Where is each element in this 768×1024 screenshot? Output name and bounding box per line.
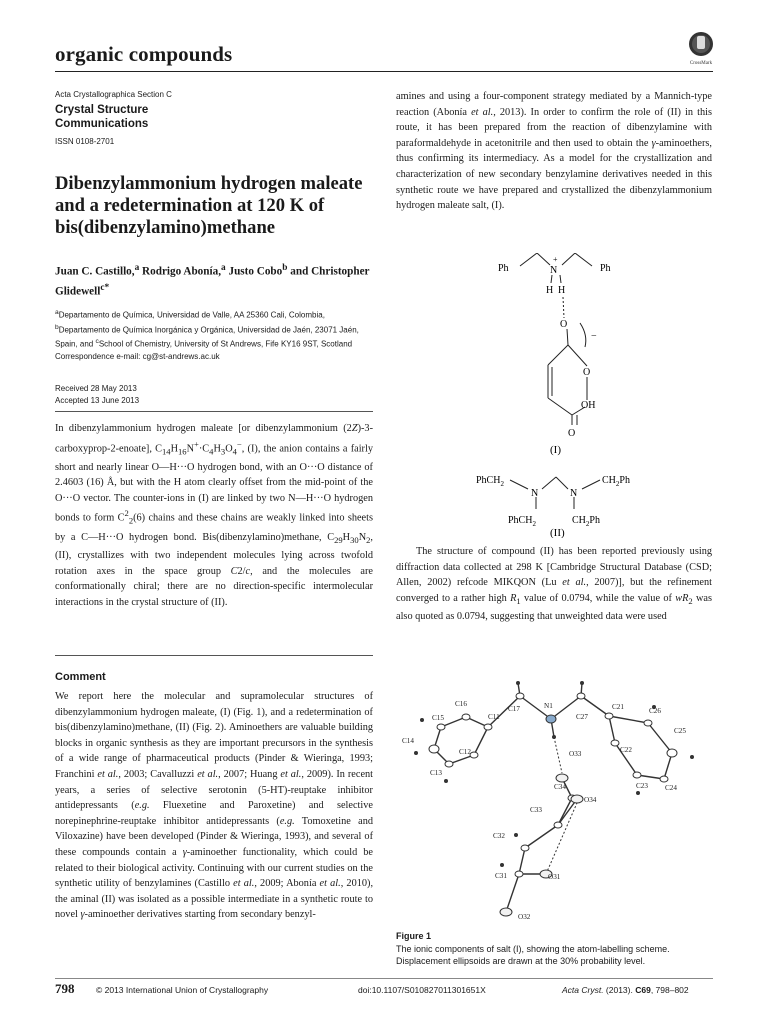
right-column-text: amines and using a four-component strategy mediated by a Mannich-type reaction (Abonía et al., 2013). In order to confirm the role of (II) in this route, it has been prepared from the reaction of dibenzylamine with paraformaldehyde in acetonitrile and then used to obtain the γ-aminoethers, thus confirming its intermediacy. As a model for the crystallization and characterization of new secondary benzylamine derivatives needed in this synthetic route we have prepared and crystallized the dibenzylammonium hydrogen maleate salt, (I). — [396, 91, 712, 212]
atom-label: C23 — [636, 782, 648, 790]
scheme-ph-left: Ph — [498, 263, 509, 274]
scheme-oh: OH — [581, 400, 596, 411]
scheme-n-right: N — [570, 488, 578, 499]
atom-label: C16 — [455, 700, 467, 708]
affiliation: Departamento de Química, Universidad de Valle, AA 25360 Cali, Colombia, — [58, 310, 325, 320]
figure-caption: The ionic components of salt (I), showing the atom-labelling scheme. Displacement ellipsoids are drawn at the 30% probability level. — [396, 944, 670, 966]
author-name[interactable]: Rodrigo Abonía, — [139, 265, 221, 278]
scheme-label-2: (II) — [550, 527, 565, 538]
article-title: Dibenzylammonium hydrogen maleate and a redetermination at 120 K of bis(dibenzylamino)methane — [55, 173, 363, 238]
journal-name: Acta Crystallographica Section C — [55, 90, 172, 99]
scheme-o3: O — [568, 428, 576, 439]
scheme-minus: − — [591, 331, 597, 342]
figure-1-ortep — [396, 675, 712, 925]
correspondence[interactable]: Correspondence e-mail: cg@st-andrews.ac.uk — [55, 351, 220, 361]
scheme-n: N — [550, 265, 558, 276]
abstract-rule-top — [55, 411, 373, 412]
issn: ISSN 0108-2701 — [55, 137, 115, 146]
atom-label: C22 — [620, 746, 632, 754]
scheme-ch2ph-bottom: $CH_2Ph$ — [572, 515, 600, 528]
header-rule — [55, 71, 713, 72]
atom-label: C34 — [554, 783, 566, 791]
author-name[interactable]: Justo Cobo — [225, 265, 283, 278]
scheme-o1: O — [560, 319, 568, 330]
scheme-o2: O — [583, 367, 591, 378]
affil-sup: b — [55, 323, 59, 331]
copyright: © 2013 International Union of Crystallography — [96, 985, 269, 995]
scheme-n-left: N — [531, 488, 539, 499]
atom-label: O31 — [548, 873, 561, 881]
doi-link[interactable]: doi:10.1107/S010827011301651X — [358, 985, 486, 995]
abstract: In dibenzylammonium hydrogen maleate [or dibenzylammonium (2Z)-3-carboxyprop-2-enoate], $C_{14}H_{16}N^+\cdot C_4H_3O_4^-$, (I), the anion contains a fairly short and nearly linear O—H···O hydrogen bond, with an O···O distance of 2.4603 (16) Å, but with the H atom clearly offset from the mid-point of the O···O vector. The counter-ions in (I) are linked by two N—H···O hydrogen bonds to form $C^2_2(6)$ chains and these chains are weakly linked into sheets by a C—H···O hydrogen bond. Bis(dibenzylamino)methane, $C_{29}H_{30}N_2$, (II), crystallizes with two independent molecules lying across twofold rotation axes in the space group C2/c, and the molecules are conformationally chiral; there are no direction-specific intermolecular interactions in the crystal structure of (II). — [55, 423, 373, 608]
dates — [55, 383, 375, 407]
page-number: 798 — [55, 981, 75, 996]
atom-label: C25 — [674, 727, 686, 735]
author-sup: c* — [100, 282, 110, 293]
citation: Acta Cryst. (2013). C69, 798–802 — [562, 985, 689, 995]
figure-heading: Figure 1 — [396, 931, 432, 941]
atom-label: C12 — [459, 748, 471, 756]
atom-label: O34 — [584, 796, 597, 804]
comment-heading: Comment — [55, 671, 106, 683]
journal-section: Crystal Structure Communications — [55, 104, 149, 130]
affiliations — [55, 307, 375, 363]
atom-label: C13 — [430, 769, 442, 777]
atom-label: C27 — [576, 713, 588, 721]
crossmark-icon[interactable] — [686, 31, 716, 67]
author-name[interactable]: and Christopher Glidewell — [55, 265, 370, 298]
atom-label: C17 — [508, 705, 520, 713]
author-sup: a — [134, 263, 140, 273]
affiliation: School of Chemistry, University of St Andrews, Fife KY16 9ST, Scotland — [98, 339, 353, 349]
atom-label: C24 — [665, 784, 677, 792]
affil-sup: a — [55, 309, 59, 316]
accepted-date: Accepted 13 June 2013 — [55, 396, 140, 405]
chemical-scheme — [440, 253, 680, 538]
comment-text: We report here the molecular and supramolecular structures of dibenzylammonium hydrogen maleate, (I) (Fig. 1), and a redetermination of bis(dibenzylamino)methane, (II) (Fig. 2). Aminoethers are valuable building blocks in organic synthesis as they are important precursors in the synthesis of a wide range of pharmaceutical products (Pinder & Wieringa, 1993; Franchini et al., 2003; Cavalluzzi et al., 2007; Huang et al., 2009). In recent years, a series of selective serotonin (5-HT)-reuptake inhibitor antidepressants (e.g. Fluexetine and Paroxetine) and selective norepinephrine-reuptake inhibitor antidepressants (e.g. Tomoxetine and Viloxazine) have been developed (Pinder & Wieringa, 1993), and several of these compounds contain a γ-aminoether functionality, which could be related to their biological activity. Continuing with our current studies on the synthetic utility of benzylamines (Castillo et al., 2009; Abonía et al., 2010), the aminal (II) was isolated as a possible intermediate in a synthetic route to novel γ-aminoether derivatives starting from secondary benzyl- — [55, 691, 374, 921]
scheme-phch2-bottom: PhCH$_2$ — [508, 515, 536, 528]
received-date: Received 28 May 2013 — [55, 384, 137, 393]
author-list — [55, 260, 375, 299]
atom-label: C21 — [612, 703, 624, 711]
atom-label: C32 — [493, 832, 505, 840]
atom-label: O32 — [518, 913, 531, 921]
atom-label: C31 — [495, 872, 507, 880]
atom-label: O33 — [569, 750, 582, 758]
right-column-text-2: The structure of compound (II) has been reported previously using diffraction data collected at 298 K [Cambridge Structural Database (CSD; Allen, 2002) refcode MIKQON (Lu et al., 2007)], but the refinement converged to a rather high $R_1$ value of 0.0794, while the value of $wR_2$ was also quoted as 0.0794, suggesting that unweighted data were used — [396, 546, 712, 623]
author-sup: a — [221, 263, 226, 273]
scheme-plus: + — [553, 255, 558, 264]
scheme-h1: H — [546, 285, 554, 296]
atom-label: C11 — [488, 713, 500, 721]
scheme-ch2ph-top: $CH_2Ph$ — [602, 475, 630, 488]
atom-label: C26 — [649, 707, 661, 715]
scheme-phch2-top: PhCH$_2$ — [476, 475, 504, 488]
atom-label: C33 — [530, 806, 542, 814]
author-sup: b — [282, 263, 288, 273]
affil-sup: c — [95, 338, 99, 346]
crossmark-label: CrossMark — [689, 61, 713, 66]
atom-label: C14 — [402, 737, 414, 745]
scheme-h2: H — [558, 285, 566, 296]
author-name[interactable]: Juan C. Castillo, — [55, 265, 135, 278]
abstract-rule-bottom — [55, 655, 373, 656]
affiliation: Departamento de Química Inorgánica y Orgánica, Universidad de Jaén, 23071 Jaén, Spain, and — [55, 325, 359, 349]
scheme-ph-right: Ph — [600, 263, 611, 274]
scheme-label-1: (I) — [550, 444, 561, 456]
section-title: organic compounds — [55, 42, 233, 66]
atom-label: N1 — [544, 702, 553, 710]
footer-rule — [55, 978, 713, 979]
atom-label: C15 — [432, 714, 444, 722]
